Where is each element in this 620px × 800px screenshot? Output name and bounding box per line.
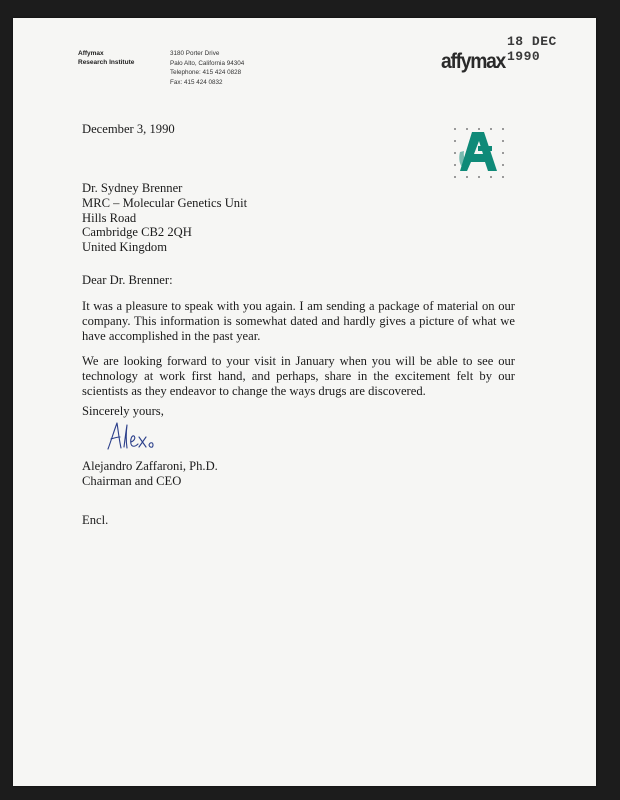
letterhead-address xyxy=(170,49,244,87)
recipient-org: MRC – Molecular Genetics Unit xyxy=(82,195,248,210)
handwritten-signature xyxy=(105,419,161,453)
telephone: Telephone: 415 424 0828 xyxy=(170,69,242,77)
letterhead-org-name xyxy=(78,49,134,67)
letter-page xyxy=(13,18,596,786)
enclosure-note: Encl. xyxy=(82,513,109,527)
body-paragraph-2: We are looking forward to your visit in January when you will be able to see our technology at work first hand, and perhaps, share in the excitement felt by our scientists as they endeavor to change the ways drugs are discovered. xyxy=(82,354,515,398)
closing: Sincerely yours, xyxy=(82,404,164,418)
recipient-street: Hills Road xyxy=(82,210,137,225)
signer-block xyxy=(82,459,218,489)
recipient-city: Cambridge CB2 2QH xyxy=(82,225,192,240)
org-name-line2: Research Institute xyxy=(78,59,135,66)
signer-title: Chairman and CEO xyxy=(82,473,182,488)
letter-date: December 3, 1990 xyxy=(82,122,175,136)
affymax-logo-wordmark: affymax xyxy=(441,50,506,73)
salutation: Dear Dr. Brenner: xyxy=(82,273,173,287)
address-line2: Palo Alto, California 94304 xyxy=(170,59,245,67)
org-name-line1: Affymax xyxy=(78,50,104,57)
recipient-country: United Kingdom xyxy=(82,240,168,255)
fax: Fax: 415 424 0832 xyxy=(170,78,223,86)
recipient-name: Dr. Sydney Brenner xyxy=(82,181,183,195)
signer-name: Alejandro Zaffaroni, Ph.D. xyxy=(82,459,218,473)
body-paragraph-1: It was a pleasure to speak with you again. I am sending a package of material on our company. This information is somewhat dated and hardly gives a picture of what we have accomplished in the past year. xyxy=(82,299,515,343)
address-line1: 3180 Porter Drive xyxy=(170,50,220,57)
affymax-logo-icon xyxy=(450,124,506,180)
received-date-stamp: 18 DEC 1990 xyxy=(507,34,557,64)
recipient-address xyxy=(82,181,247,255)
